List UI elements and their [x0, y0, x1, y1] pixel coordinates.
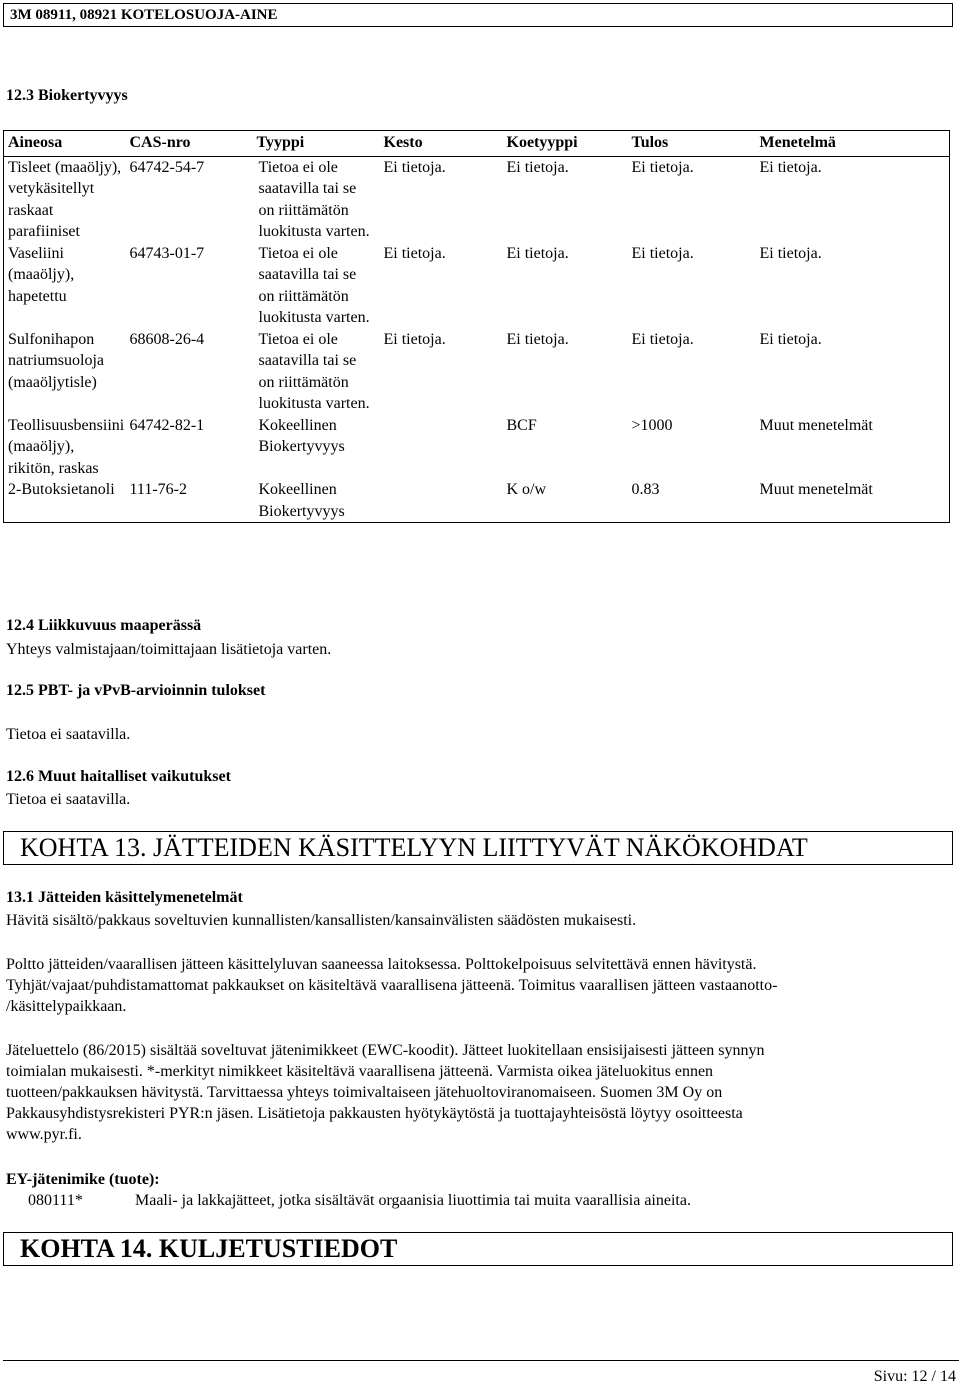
section-14-heading: KOHTA 14. KULJETUSTIEDOT: [3, 1232, 953, 1266]
cell-result: 0.83: [631, 481, 660, 498]
paragraph-line: Pakkausyhdistysrekisteri PYR:n jäsen. Lisätietoja pakkausten hyötykäytöstä ja tuottajayhteisöstä löytyy osoitteesta: [6, 1105, 743, 1122]
cell-type: Tietoa ei ole saatavilla tai se on riittämätön luokitusta varten.: [258, 330, 370, 412]
paragraph-line: toimialan mukaisesti. *-merkityt nimikkeet käsiteltävä vaarallisena jätteenä. Varmista oikea jäteluokitus ennen: [6, 1063, 714, 1080]
cell-result: Ei tietoja.: [631, 330, 694, 348]
footer-divider: [3, 1360, 959, 1361]
column-header: Menetelmä: [756, 131, 950, 157]
cell-substance: Tisleet (maaöljy), vetykäsitellyt raskaat parafiiniset: [8, 158, 122, 240]
cell-test: Ei tietoja.: [506, 158, 569, 176]
table-row: [4, 329, 950, 415]
section-12-5-text: Tietoa ei saatavilla.: [6, 726, 131, 743]
page-number: Sivu: 12 / 14: [873, 1368, 956, 1385]
cell-cas: 64742-82-1: [129, 416, 205, 434]
section-12-6-title: 12.6 Muut haitalliset vaikutukset: [6, 768, 231, 785]
column-header: Tulos: [628, 131, 756, 157]
cell-duration: [380, 479, 503, 523]
paragraph-line: Poltto jätteiden/vaarallisen jätteen käsittelyluvan saaneessa laitoksessa. Polttokelpoisuus selvitettävä ennen hävitystä.: [6, 956, 757, 973]
paragraph-line: tuotteen/pakkauksen hävitystä. Tarvittaessa yhteys toimivaltaiseen jätehuoltoviranomaiseen. Suomen 3M Oy on: [6, 1084, 723, 1101]
cell-type: Kokeellinen Biokertyvyys: [258, 481, 345, 520]
document-header: 3M 08911, 08921 KOTELOSUOJA-AINE: [3, 3, 953, 27]
table-row: [4, 479, 950, 523]
cell-result: Ei tietoja.: [631, 158, 694, 176]
cell-method: Ei tietoja.: [759, 158, 822, 176]
section-13-heading: KOHTA 13. JÄTTEIDEN KÄSITTELYYN LIITTYVÄT NÄKÖKOHDAT: [3, 831, 953, 865]
column-header: Aineosa: [4, 131, 126, 157]
ey-waste-code-title: EY-jätenimike (tuote):: [6, 1171, 160, 1188]
cell-test: K o/w: [506, 481, 547, 498]
cell-cas: 64742-54-7: [129, 158, 205, 176]
table-header-row: [4, 131, 950, 157]
cell-result: >1000: [631, 416, 673, 434]
cell-duration: [380, 415, 503, 480]
paragraph-line: /käsittelypaikkaan.: [6, 998, 127, 1015]
cell-test: BCF: [506, 416, 537, 434]
section-13-1-paragraph-3: [6, 1040, 764, 1145]
cell-substance: Vaseliini (maaöljy), hapetettu: [8, 244, 75, 305]
cell-substance: 2-Butoksietanoli: [8, 481, 115, 498]
column-header: Tyyppi: [253, 131, 380, 157]
cell-substance: Teollisuusbensiini (maaöljy), rikitön, raskas: [8, 416, 125, 477]
section-12-6-text: Tietoa ei saatavilla.: [6, 791, 131, 808]
cell-cas: 64743-01-7: [129, 244, 205, 262]
section-12-4-title: 12.4 Liikkuvuus maaperässä: [6, 617, 202, 634]
cell-duration: Ei tietoja.: [383, 158, 446, 176]
cell-test: Ei tietoja.: [506, 244, 569, 262]
cell-substance: Sulfonihapon natriumsuoloja (maaöljytisle): [8, 330, 104, 391]
column-header: CAS-nro: [126, 131, 253, 157]
section-12-5-title: 12.5 PBT- ja vPvB-arvioinnin tulokset: [6, 682, 266, 699]
cell-method: Ei tietoja.: [759, 244, 822, 262]
column-header: Koetyyppi: [503, 131, 628, 157]
column-header: Kesto: [380, 131, 503, 157]
table-row: [4, 156, 950, 243]
cell-type: Tietoa ei ole saatavilla tai se on riittämätön luokitusta varten.: [258, 158, 370, 240]
paragraph-line: Jäteluettelo (86/2015) sisältää soveltuvat jätenimikkeet (EWC-koodit). Jätteet luokitellaan ensisijaisesti jätteen synnyn: [6, 1042, 765, 1059]
cell-duration: Ei tietoja.: [383, 330, 446, 348]
cell-cas: 111-76-2: [129, 481, 187, 498]
section-13-1-paragraph-1: Hävitä sisältö/pakkaus soveltuvien kunnallisten/kansallisten/kansainvälisten säädösten mukaisesti.: [6, 912, 637, 929]
cell-result: Ei tietoja.: [631, 244, 694, 262]
paragraph-line: www.pyr.fi.: [6, 1126, 82, 1143]
ey-waste-description: Maali- ja lakkajätteet, jotka sisältävät orgaanisia liuottimia tai muita vaarallisia aineita.: [135, 1192, 691, 1209]
cell-cas: 68608-26-4: [129, 330, 205, 348]
section-12-3-title: 12.3 Biokertyvyys: [6, 87, 128, 104]
cell-method: Muut menetelmät: [759, 481, 873, 498]
table-row: [4, 415, 950, 480]
bioaccumulation-table: [3, 130, 950, 523]
paragraph-line: Tyhjät/vajaat/puhdistamattomat pakkaukset on käsiteltävä vaarallisena jätteenä. Toimitus vaarallisen jätteen vastaanotto-: [6, 977, 778, 994]
cell-type: Kokeellinen Biokertyvyys: [258, 416, 345, 455]
table-row: [4, 243, 950, 329]
cell-type: Tietoa ei ole saatavilla tai se on riittämätön luokitusta varten.: [258, 244, 370, 326]
section-13-1-paragraph-2: [6, 954, 777, 1017]
cell-method: Muut menetelmät: [759, 416, 873, 434]
cell-test: Ei tietoja.: [506, 330, 569, 348]
cell-duration: Ei tietoja.: [383, 244, 446, 262]
cell-method: Ei tietoja.: [759, 330, 822, 348]
section-12-4-text: Yhteys valmistajaan/toimittajaan lisätietoja varten.: [6, 641, 332, 658]
section-13-1-title: 13.1 Jätteiden käsittelymenetelmät: [6, 889, 243, 906]
ey-waste-code: 080111*: [28, 1192, 83, 1209]
